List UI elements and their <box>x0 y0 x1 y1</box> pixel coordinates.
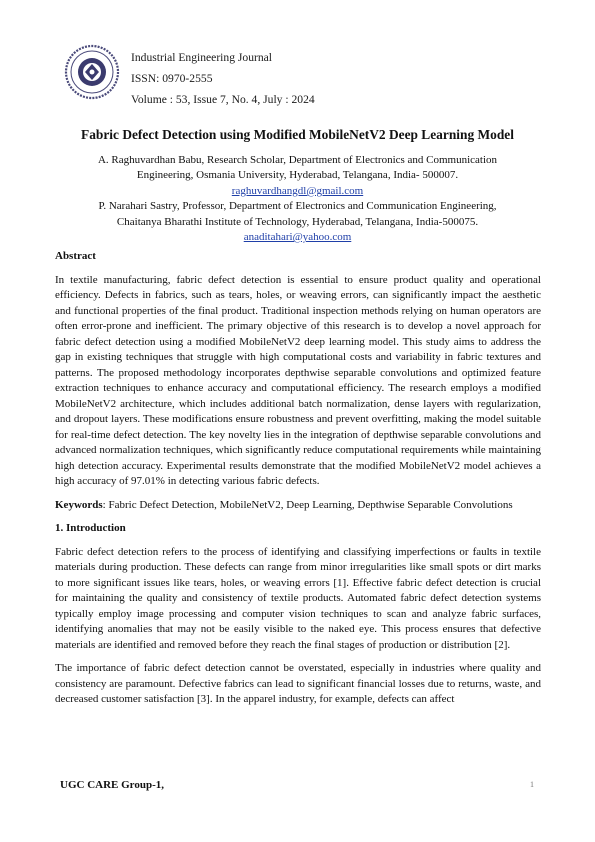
page-number: 1 <box>530 780 534 789</box>
introduction-heading: 1. Introduction <box>55 522 126 534</box>
author-1-email-link[interactable]: raghuvardhangdl@gmail.com <box>231 184 364 197</box>
keywords-label: Keywords <box>55 498 103 511</box>
author-2-affiliation-line1: P. Narahari Sastry, Professor, Department of Electronics and Communication Engineering, <box>98 200 497 213</box>
journal-name: Industrial Engineering Journal <box>131 51 273 64</box>
journal-volume: Volume : 53, Issue 7, No. 4, July : 2024 <box>131 93 315 106</box>
author-2-affiliation-line2: Chaitanya Bharathi Institute of Technology, Hyderabad, Telangana, India-500075. <box>116 215 479 228</box>
abstract-heading: Abstract <box>55 250 96 262</box>
author-block <box>60 153 535 245</box>
footer-label: UGC CARE Group-1, <box>60 779 165 791</box>
keywords-text: : Fabric Defect Detection, MobileNetV2, Deep Learning, Depthwise Separable Convolutions <box>102 498 513 511</box>
author-2-email-link[interactable]: anaditahari@yahoo.com <box>243 231 352 244</box>
paper-body <box>55 249 541 716</box>
introduction-paragraph-1: Fabric defect detection refers to the process of identifying and classifying imperfections or faults in textile materials during production. These defects can range from minor irregularities like small spots or dirt marks to more significant issues like tears, holes, or weaving errors [1]. Effective fabric defect detection is crucial for maintaining the quality and consistency of textile products. Automated fabric defect detection systems typically employ image processing and computer vision techniques to scan and analyze fabric surfaces, identifying anomalies that may not be easily visible to the naked eye. This process ensures that defective materials are identified and removed before they reach the final stages of production or distribution [2]. <box>55 545 541 651</box>
author-1-affiliation-line2: Engineering, Osmania University, Hyderabad, Telangana, India- 500007. <box>136 169 459 182</box>
journal-header <box>131 47 315 110</box>
journal-issn: ISSN: 0970-2555 <box>131 72 213 85</box>
journal-seal-logo <box>64 44 120 100</box>
author-1-affiliation-line1: A. Raghuvardhan Babu, Research Scholar, Department of Electronics and Communication <box>97 154 498 166</box>
abstract-text: In textile manufacturing, fabric defect detection is essential to ensure product quality and operational efficiency. Defects in fabrics, such as tears, holes, or weaving errors, can significantly impact the aesthetic and functional properties of the final product. Traditional inspection methods relying on human operators are often error-prone and inefficient. The primary objective of this research is to develop a novel approach for fabric defect detection using a modified MobileNetV2 deep learning model. This study aims to address the gap in existing techniques that struggle with high computational costs and variability in fabric textures and patterns. The proposed methodology incorporates depthwise separable convolutions and optimized feature extraction techniques to enhance accuracy and computational efficiency. The research employs a modified MobileNetV2 architecture, which includes additional batch normalization, dense layers with regularization, and dropout layers. These modifications ensure robustness and prevent overfitting, making the model suitable for real-time defect detection. The key novelty lies in the integration of depthwise separable convolutions and advanced normalization techniques, which significantly reduce computational requirements while maintaining high detection accuracy. Experimental results demonstrate that the modified MobileNetV2 model achieves a high accuracy of 97.01% in detecting various fabric defects. <box>55 273 541 487</box>
keywords-line <box>55 498 541 514</box>
introduction-paragraph-2: The importance of fabric defect detection cannot be overstated, especially in industries where quality and consistency are paramount. Defective fabrics can lead to significant financial losses due to returns, waste, and decreased customer satisfaction [3]. In the apparel industry, for example, defects can affect <box>55 662 541 705</box>
paper-title: Fabric Defect Detection using Modified MobileNetV2 Deep Learning Model <box>81 127 514 142</box>
